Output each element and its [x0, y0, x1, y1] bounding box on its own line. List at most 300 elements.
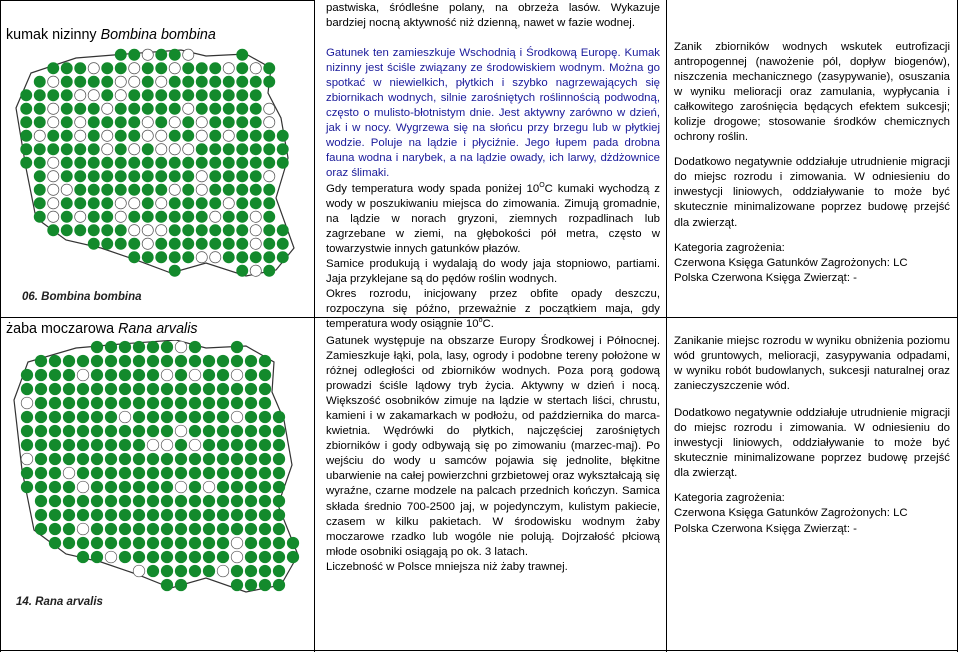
distribution-dot — [237, 63, 248, 74]
distribution-dot — [48, 211, 59, 222]
distribution-dot — [21, 144, 32, 155]
distribution-dot — [88, 144, 99, 155]
distribution-dot — [203, 397, 215, 409]
distribution-dot — [250, 198, 261, 209]
distribution-dot — [223, 198, 234, 209]
distribution-dot — [133, 355, 145, 367]
distribution-dot — [77, 467, 89, 479]
distribution-dot — [223, 103, 234, 114]
distribution-dot — [129, 252, 140, 263]
distribution-dot — [21, 90, 32, 101]
distribution-dot — [196, 144, 207, 155]
distribution-dot — [133, 565, 145, 577]
distribution-dot — [102, 63, 113, 74]
distribution-dot — [203, 481, 215, 493]
distribution-dot — [183, 211, 194, 222]
distribution-dot — [250, 184, 261, 195]
distribution-dot — [91, 369, 103, 381]
distribution-dot — [147, 439, 159, 451]
distribution-dot — [75, 76, 86, 87]
distribution-dot — [245, 355, 257, 367]
distribution-dot — [223, 130, 234, 141]
distribution-dot — [88, 211, 99, 222]
red-book-status: Czerwona Księga Gatunków Zagrożonych: LC — [674, 507, 908, 520]
distribution-dot — [88, 103, 99, 114]
distribution-dot — [88, 171, 99, 182]
distribution-dot — [161, 579, 173, 591]
distribution-dot — [210, 198, 221, 209]
distribution-dot — [183, 184, 194, 195]
distribution-dot — [119, 453, 131, 465]
distribution-dot — [264, 184, 275, 195]
distribution-dot — [231, 425, 243, 437]
distribution-dot — [142, 130, 153, 141]
distribution-dot — [147, 355, 159, 367]
distribution-dot — [273, 565, 285, 577]
distribution-dot — [156, 252, 167, 263]
distribution-dot — [259, 425, 271, 437]
distribution-dot — [169, 130, 180, 141]
distribution-dot — [189, 411, 201, 423]
distribution-dot — [102, 171, 113, 182]
distribution-dot — [196, 103, 207, 114]
distribution-dot — [161, 369, 173, 381]
distribution-dot — [91, 341, 103, 353]
distribution-dot — [169, 49, 180, 60]
distribution-dot — [21, 453, 33, 465]
distribution-dot — [237, 49, 248, 60]
distribution-dot — [245, 537, 257, 549]
distribution-dot — [189, 467, 201, 479]
distribution-dot — [61, 63, 72, 74]
distribution-dot — [102, 76, 113, 87]
distribution-dot — [48, 90, 59, 101]
distribution-dot — [189, 397, 201, 409]
distribution-dot — [91, 397, 103, 409]
species-latin-name: Bombina bombina — [100, 27, 216, 43]
distribution-dot — [105, 495, 117, 507]
distribution-dot — [231, 481, 243, 493]
distribution-dot — [35, 355, 47, 367]
distribution-dot — [35, 397, 47, 409]
distribution-dot — [142, 171, 153, 182]
map-caption: 14. Rana arvalis — [16, 596, 103, 608]
habitat-end-a: Samice produkują i wydalają do wody jaja stopniowo, partiami. Jaja przyklejane są do pędów roślin wodnych. — [326, 257, 660, 285]
distribution-dot — [156, 90, 167, 101]
distribution-dot — [217, 495, 229, 507]
distribution-dot — [183, 238, 194, 249]
distribution-dot — [133, 467, 145, 479]
distribution-dot — [21, 117, 32, 128]
distribution-dot — [61, 130, 72, 141]
distribution-dot — [169, 211, 180, 222]
distribution-dot — [91, 453, 103, 465]
distribution-dot — [161, 453, 173, 465]
distribution-dot — [189, 341, 201, 353]
distribution-dot — [231, 495, 243, 507]
distribution-dot — [105, 453, 117, 465]
distribution-dot — [119, 383, 131, 395]
distribution-dot — [237, 117, 248, 128]
distribution-dot — [48, 157, 59, 168]
distribution-dot — [264, 63, 275, 74]
distribution-dot — [88, 225, 99, 236]
distribution-dot — [259, 495, 271, 507]
distribution-dot — [245, 565, 257, 577]
distribution-dot — [63, 439, 75, 451]
distribution-dot — [203, 565, 215, 577]
distribution-dot — [147, 551, 159, 563]
distribution-dot — [175, 383, 187, 395]
distribution-dot — [217, 467, 229, 479]
distribution-dot — [237, 103, 248, 114]
distribution-dot — [102, 238, 113, 249]
distribution-dot — [210, 238, 221, 249]
distribution-dot — [223, 211, 234, 222]
distribution-map-rana — [6, 340, 306, 622]
distribution-dot — [156, 144, 167, 155]
distribution-dot — [189, 551, 201, 563]
distribution-dot — [161, 481, 173, 493]
distribution-dot — [129, 238, 140, 249]
distribution-dot — [49, 397, 61, 409]
distribution-dot — [183, 225, 194, 236]
distribution-dot — [196, 63, 207, 74]
distribution-dot — [264, 225, 275, 236]
map-caption: 06. Bombina bombina — [22, 291, 142, 303]
distribution-dot — [34, 130, 45, 141]
distribution-dot — [287, 551, 299, 563]
distribution-dot — [169, 76, 180, 87]
distribution-dot — [119, 355, 131, 367]
distribution-dot — [277, 225, 288, 236]
distribution-dot — [217, 355, 229, 367]
distribution-dot — [91, 411, 103, 423]
distribution-dot — [119, 537, 131, 549]
distribution-dot — [156, 63, 167, 74]
distribution-dot — [264, 130, 275, 141]
distribution-dot — [217, 369, 229, 381]
distribution-dot — [203, 411, 215, 423]
distribution-dot — [250, 252, 261, 263]
distribution-dot — [259, 397, 271, 409]
red-book-status: Czerwona Księga Gatunków Zagrożonych: LC — [674, 256, 908, 269]
distribution-dot — [203, 453, 215, 465]
distribution-dot — [133, 411, 145, 423]
distribution-dot — [196, 130, 207, 141]
distribution-dot — [223, 90, 234, 101]
distribution-dot — [91, 481, 103, 493]
distribution-dot — [259, 481, 271, 493]
distribution-dot — [88, 157, 99, 168]
distribution-dot — [237, 157, 248, 168]
distribution-dot — [147, 453, 159, 465]
distribution-dot — [142, 90, 153, 101]
distribution-dot — [91, 523, 103, 535]
distribution-dot — [21, 411, 33, 423]
table-top-left-rule — [0, 0, 314, 1]
category-label: Kategoria zagrożenia: — [674, 241, 785, 254]
distribution-dot — [169, 103, 180, 114]
distribution-dot — [115, 130, 126, 141]
distribution-dot — [129, 144, 140, 155]
distribution-dot — [63, 369, 75, 381]
distribution-dot — [35, 439, 47, 451]
distribution-dot — [75, 171, 86, 182]
distribution-dot — [223, 63, 234, 74]
distribution-dot — [133, 425, 145, 437]
distribution-dot — [169, 157, 180, 168]
distribution-dot — [34, 157, 45, 168]
distribution-dot — [189, 355, 201, 367]
distribution-dot — [245, 453, 257, 465]
distribution-dot — [75, 63, 86, 74]
distribution-dot — [142, 184, 153, 195]
distribution-dot — [115, 184, 126, 195]
distribution-dot — [21, 481, 33, 493]
distribution-dot — [169, 198, 180, 209]
species-common-name: żaba moczarowa — [6, 321, 115, 337]
distribution-dot — [223, 171, 234, 182]
distribution-dot — [77, 383, 89, 395]
distribution-dot — [231, 453, 243, 465]
distribution-dot — [21, 130, 32, 141]
distribution-dot — [250, 130, 261, 141]
distribution-dot — [21, 467, 33, 479]
distribution-dot — [115, 144, 126, 155]
distribution-dot — [175, 495, 187, 507]
threats-paragraph-1: Zanik zbiorników wodnych wskutek eutrofizacji antropogennej (nawożenie pól, dopływ biogenów), niszczenia mechanicznego (zasypywanie), osuszania w wyniku melioracji oraz zamulania, wypłycania i całkowitego zarośnięcia będących efektem sukcesji; kolizje drogowe; stosowanie środków chemicznych ochrony roślin. — [674, 41, 950, 144]
distribution-dot — [129, 49, 140, 60]
distribution-dot — [156, 130, 167, 141]
distribution-dot — [161, 551, 173, 563]
distribution-dot — [183, 63, 194, 74]
distribution-dot — [169, 238, 180, 249]
distribution-dot — [21, 103, 32, 114]
distribution-dot — [48, 76, 59, 87]
distribution-dot — [210, 225, 221, 236]
degree-sup: O — [539, 181, 545, 189]
red-list-status: Polska Czerwona Księga Zwierząt: - — [674, 271, 857, 284]
distribution-dot — [156, 49, 167, 60]
distribution-dot — [63, 523, 75, 535]
habitat-paragraph: pastwiska, śródleśne polany, na obrzeża lasów. Wykazuje bardziej nocną aktywność niż dzienną, nawet w fazie wodnej. — [326, 2, 660, 30]
distribution-dot — [156, 117, 167, 128]
distribution-dot — [175, 411, 187, 423]
distribution-dot — [119, 467, 131, 479]
distribution-dot — [175, 523, 187, 535]
distribution-dot — [49, 369, 61, 381]
distribution-dot — [196, 252, 207, 263]
distribution-dot — [264, 238, 275, 249]
distribution-dot — [217, 523, 229, 535]
threats-spacer — [674, 145, 950, 155]
distribution-dot — [105, 551, 117, 563]
distribution-dot — [133, 523, 145, 535]
distribution-dot — [161, 383, 173, 395]
distribution-dot — [102, 157, 113, 168]
distribution-dot — [119, 509, 131, 521]
distribution-dot — [133, 551, 145, 563]
species-title-rana — [6, 320, 306, 338]
distribution-dot — [49, 467, 61, 479]
distribution-dot — [245, 551, 257, 563]
distribution-dot — [75, 90, 86, 101]
distribution-dot — [196, 198, 207, 209]
distribution-map-bombina — [6, 48, 306, 310]
habitat-spacer — [326, 31, 660, 46]
distribution-dot — [102, 225, 113, 236]
distribution-dot — [273, 523, 285, 535]
distribution-dot — [102, 130, 113, 141]
distribution-dot — [63, 467, 75, 479]
distribution-dot — [161, 355, 173, 367]
distribution-dot — [77, 355, 89, 367]
distribution-dot — [102, 144, 113, 155]
distribution-dot — [75, 211, 86, 222]
distribution-dot — [245, 467, 257, 479]
red-list-status: Polska Czerwona Księga Zwierząt: - — [674, 522, 857, 535]
distribution-dot — [142, 117, 153, 128]
distribution-dot — [61, 184, 72, 195]
distribution-dot — [147, 537, 159, 549]
distribution-dot — [250, 76, 261, 87]
distribution-dot — [63, 453, 75, 465]
distribution-dot — [49, 509, 61, 521]
distribution-dot — [237, 76, 248, 87]
distribution-dot — [183, 103, 194, 114]
distribution-dot — [133, 495, 145, 507]
distribution-dot — [231, 467, 243, 479]
distribution-dot — [77, 481, 89, 493]
distribution-dot — [223, 252, 234, 263]
distribution-dot — [91, 383, 103, 395]
distribution-dot — [223, 157, 234, 168]
distribution-dot — [147, 397, 159, 409]
distribution-dot — [129, 103, 140, 114]
distribution-dot — [21, 425, 33, 437]
distribution-dot — [210, 90, 221, 101]
distribution-dot — [75, 198, 86, 209]
distribution-dot — [217, 453, 229, 465]
distribution-dot — [161, 467, 173, 479]
habitat-end-c: C. — [482, 317, 494, 330]
distribution-dot — [35, 411, 47, 423]
distribution-dot — [250, 225, 261, 236]
distribution-dot — [169, 90, 180, 101]
distribution-dot — [210, 76, 221, 87]
distribution-dot — [237, 184, 248, 195]
distribution-dot — [245, 411, 257, 423]
distribution-dot — [88, 76, 99, 87]
distribution-dot — [129, 76, 140, 87]
distribution-dot — [115, 198, 126, 209]
habitat-end-b: Okres rozrodu, inicjowany przez obfite opady deszczu, rozpoczyna się późno, przeważnie z początkiem maja, gdy temperatura wody osiągnie 10 — [326, 287, 660, 330]
distribution-dot — [203, 439, 215, 451]
distribution-dot — [147, 509, 159, 521]
distribution-dot — [63, 411, 75, 423]
distribution-dot — [203, 495, 215, 507]
distribution-dot — [63, 509, 75, 521]
threats-paragraph-2: Dodatkowo negatywnie oddziałuje utrudnienie migracji do miejsc rozrodu i zimowania. W odniesieniu do inwestycji liniowych, oddziaływanie to może być skutecznie minimalizowane poprzez budowę przejść dla zwierząt. — [674, 156, 950, 229]
distribution-dot — [175, 439, 187, 451]
distribution-dot — [237, 144, 248, 155]
distribution-dot — [175, 425, 187, 437]
distribution-dot — [102, 184, 113, 195]
distribution-dot — [77, 369, 89, 381]
distribution-dot — [223, 225, 234, 236]
distribution-dot — [105, 509, 117, 521]
distribution-dot — [203, 355, 215, 367]
distribution-dot — [105, 369, 117, 381]
distribution-dot — [245, 509, 257, 521]
distribution-dot — [61, 157, 72, 168]
distribution-dot — [223, 144, 234, 155]
distribution-dot — [217, 439, 229, 451]
distribution-dot — [161, 411, 173, 423]
distribution-dot — [119, 411, 131, 423]
distribution-dot — [189, 495, 201, 507]
distribution-dot — [231, 355, 243, 367]
distribution-dot — [210, 103, 221, 114]
distribution-dot — [105, 523, 117, 535]
distribution-dot — [161, 523, 173, 535]
distribution-dot — [259, 565, 271, 577]
distribution-dot — [105, 341, 117, 353]
distribution-dot — [115, 90, 126, 101]
distribution-dot — [49, 537, 61, 549]
distribution-dot — [237, 211, 248, 222]
distribution-dot — [142, 63, 153, 74]
distribution-dot — [175, 467, 187, 479]
distribution-dot — [61, 117, 72, 128]
distribution-dot — [196, 157, 207, 168]
distribution-dot — [231, 523, 243, 535]
distribution-dot — [75, 144, 86, 155]
distribution-dot — [273, 509, 285, 521]
distribution-dot — [119, 341, 131, 353]
distribution-dot — [264, 252, 275, 263]
distribution-dot — [61, 211, 72, 222]
distribution-dot — [161, 439, 173, 451]
distribution-dot — [250, 63, 261, 74]
species-title-bombina — [6, 26, 306, 44]
distribution-dot — [21, 397, 33, 409]
distribution-dot — [210, 184, 221, 195]
distribution-dot — [210, 130, 221, 141]
distribution-dot — [142, 103, 153, 114]
distribution-dot — [21, 383, 33, 395]
distribution-dot — [277, 130, 288, 141]
distribution-dot — [147, 383, 159, 395]
distribution-dot — [210, 144, 221, 155]
distribution-dot — [102, 90, 113, 101]
distribution-dot — [210, 63, 221, 74]
distribution-dot — [102, 103, 113, 114]
distribution-dot — [142, 144, 153, 155]
table-bottom-rule — [0, 650, 958, 651]
distribution-dot — [63, 425, 75, 437]
distribution-dot — [48, 171, 59, 182]
distribution-dot — [129, 211, 140, 222]
distribution-dot — [105, 397, 117, 409]
distribution-dot — [49, 411, 61, 423]
distribution-dot — [156, 198, 167, 209]
distribution-dot — [259, 537, 271, 549]
distribution-dot — [259, 523, 271, 535]
distribution-dot — [61, 225, 72, 236]
distribution-dot — [273, 439, 285, 451]
